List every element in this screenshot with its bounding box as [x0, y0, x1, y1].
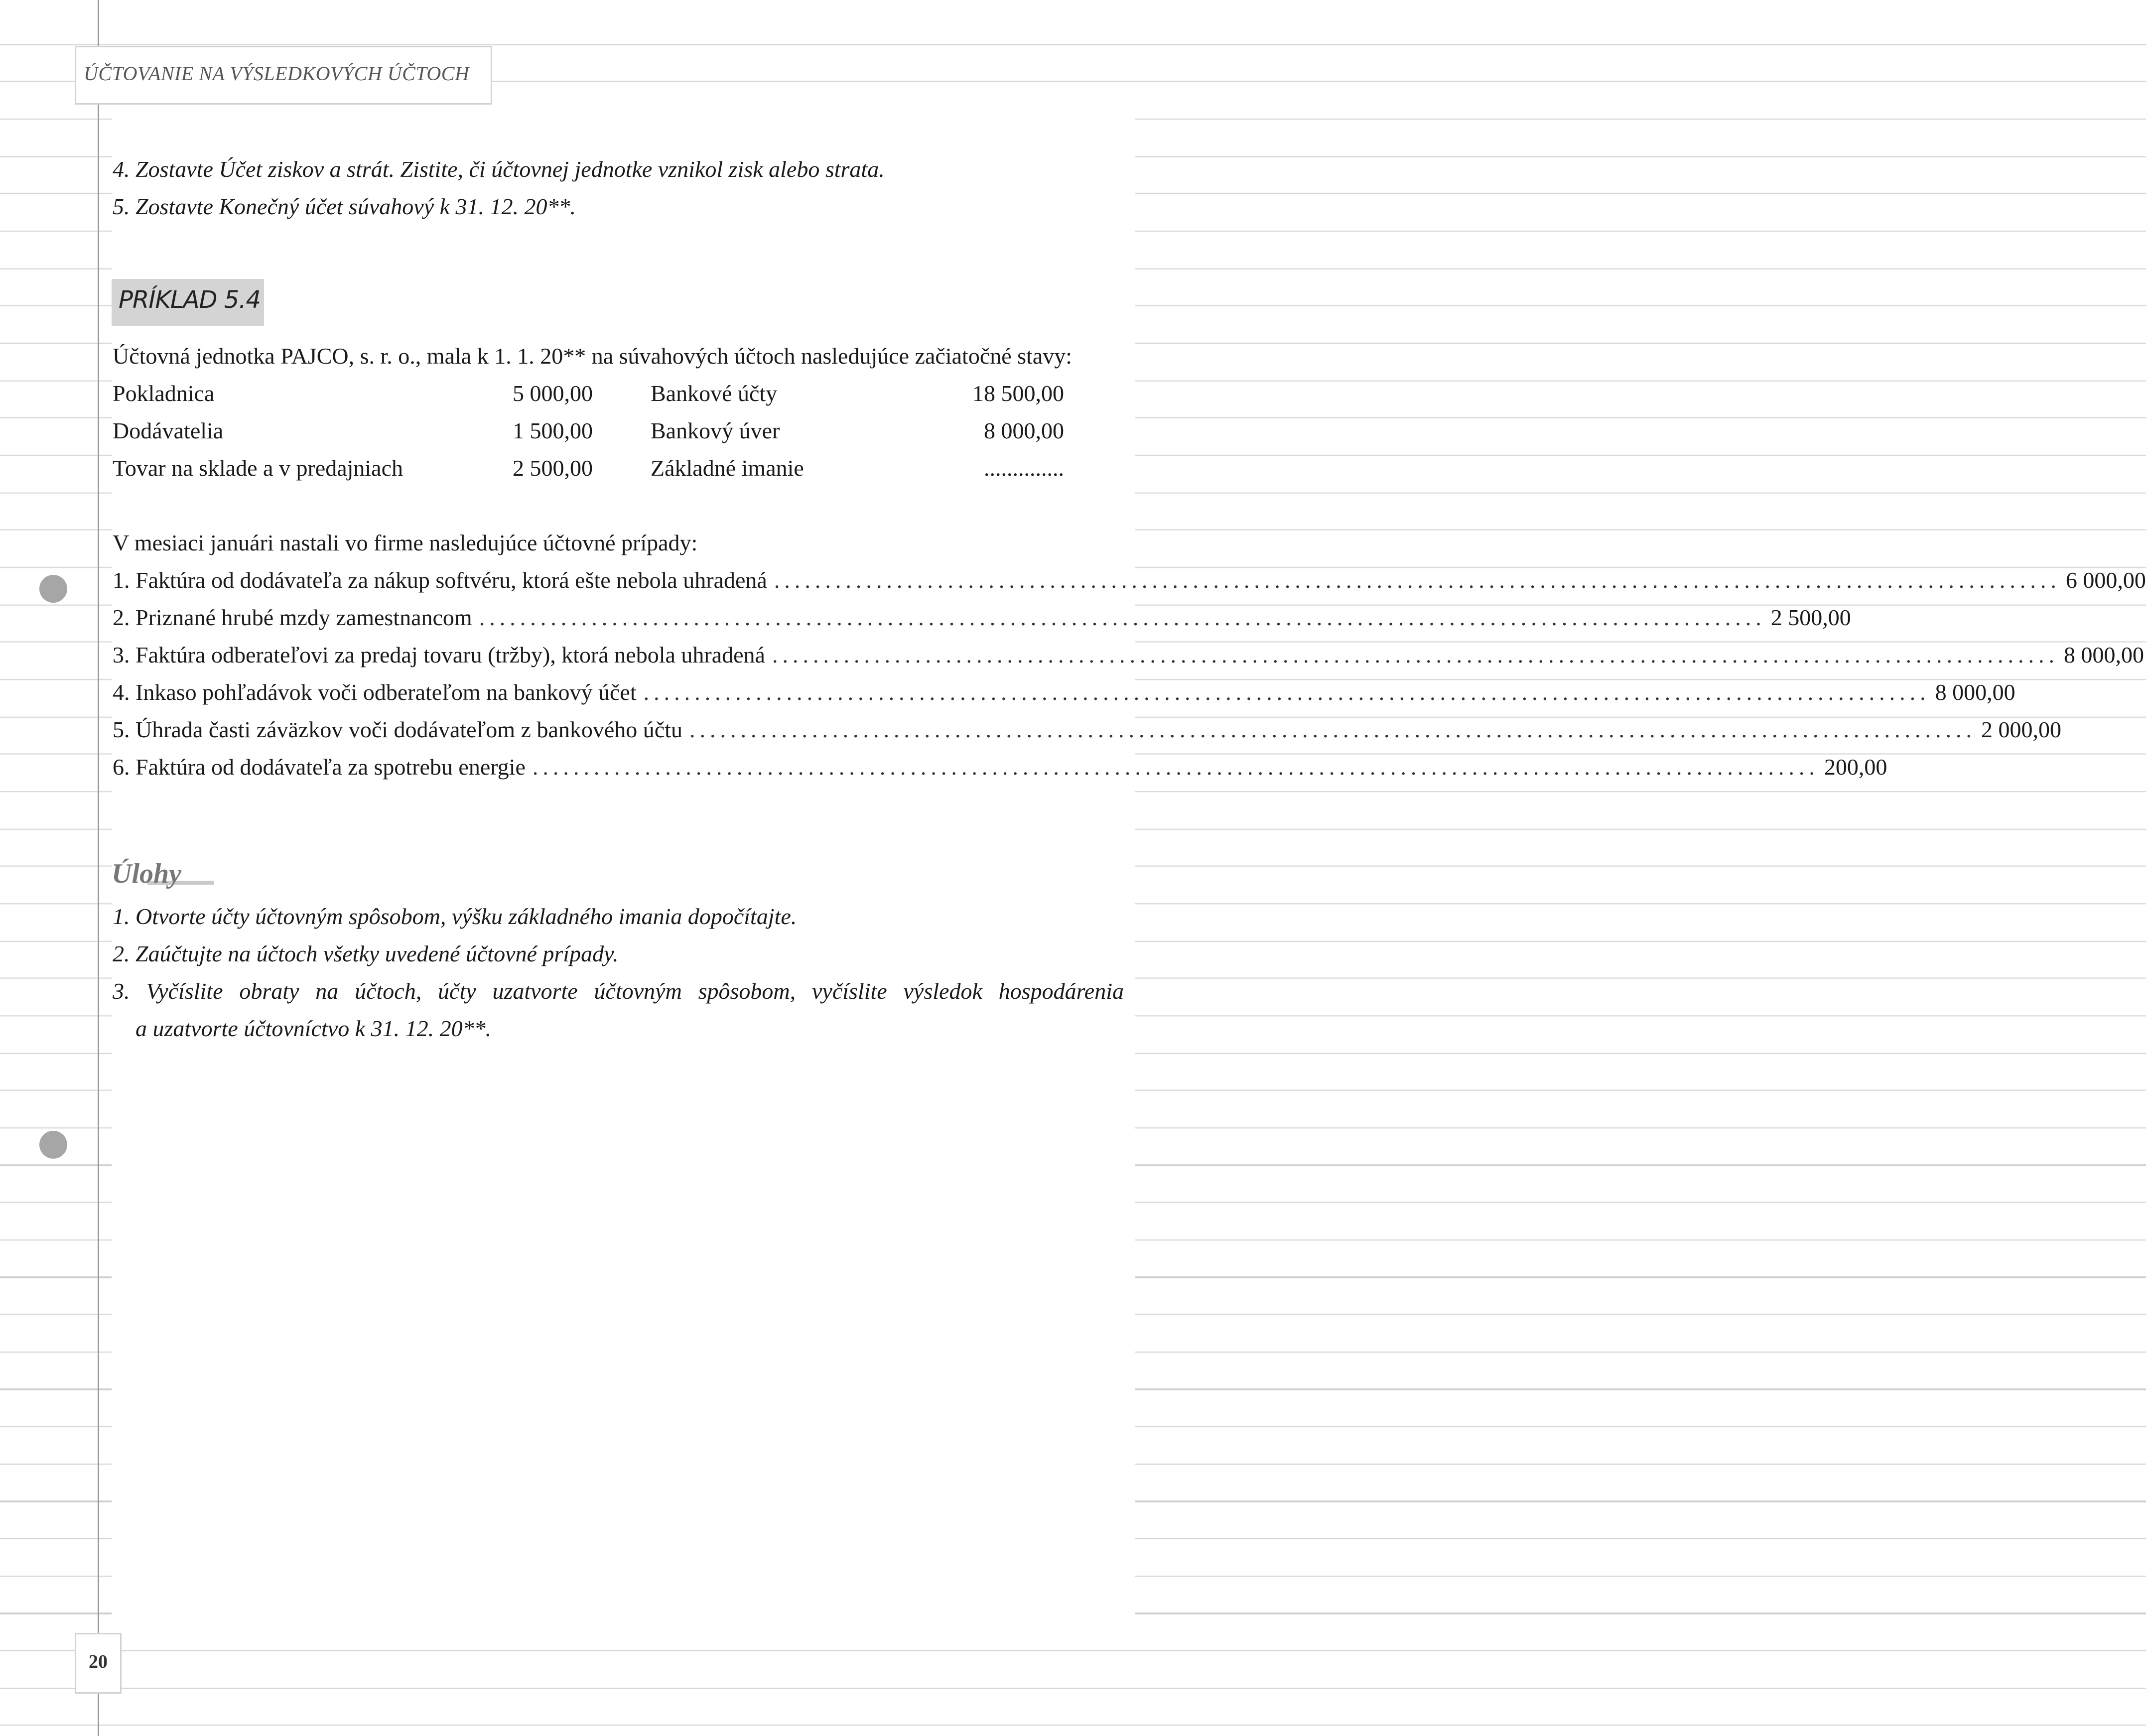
transaction-amount: 6 000,00	[2065, 567, 2146, 593]
intro-task-5: 5. Zostavte Konečný účet súvahový k 31. 12. 20**.	[113, 194, 576, 219]
balance-label: Bankové účty	[651, 381, 778, 406]
balance-row	[113, 416, 1109, 445]
balance-value: ..............	[984, 455, 1064, 481]
dot-leader: ..............................................................................................................................	[772, 642, 2059, 668]
transaction-text: 3. Faktúra odberateľovi za predaj tovaru (tržby), ktorá nebola uhradená	[113, 642, 765, 668]
transaction-text: 4. Inkaso pohľadávok voči odberateľom na bankový účet	[113, 679, 637, 705]
task-item-1: 1. Otvorte účty účtovným spôsobom, výšku základného imania dopočítajte.	[113, 904, 797, 929]
transaction-row	[113, 603, 1851, 632]
transaction-row	[113, 641, 2144, 669]
task-item-2: 2. Zaúčtujte na účtoch všetky uvedené účtovné prípady.	[113, 941, 619, 966]
example-intro: Účtovná jednotka PAJCO, s. r. o., mala k 1. 1. 20** na súvahových účtoch nasledujúce začiatočné stavy:	[113, 343, 1073, 369]
dot-leader: ..............................................................................................................................	[643, 679, 1930, 705]
task-item-3: 3. Vyčíslite obraty na účtoch, účty uzatvorte účtovným spôsobom, vyčíslite výsledok hospodárenia	[113, 978, 1124, 1004]
dot-leader: ..............................................................................................................................	[774, 567, 2061, 593]
punch-hole-top	[39, 575, 67, 603]
transaction-amount: 2 000,00	[1981, 717, 2061, 742]
transaction-amount: 8 000,00	[1935, 679, 2015, 705]
balance-row	[113, 454, 1109, 483]
transaction-row	[113, 753, 1887, 782]
balance-label: Základné imanie	[651, 455, 804, 481]
page-number: 20	[89, 1651, 108, 1672]
dot-leader: ..............................................................................................................................	[532, 754, 1819, 780]
task-item-3-continuation: a uzatvorte účtovníctvo k 31. 12. 20**.	[135, 1016, 492, 1041]
transaction-text: 1. Faktúra od dodávateľa za nákup softvéru, ktorá ešte nebola uhradená	[113, 567, 767, 593]
writing-area	[112, 106, 1135, 1615]
tasks-heading: Úlohy	[112, 858, 181, 889]
transaction-amount: 200,00	[1824, 754, 1887, 780]
balance-value: 5 000,00	[513, 381, 593, 406]
transactions-intro: V mesiaci januári nastali vo firme nasledujúce účtovné prípady:	[113, 530, 698, 555]
transaction-amount: 8 000,00	[2063, 642, 2144, 668]
transaction-row	[113, 715, 2061, 744]
dot-leader: ..............................................................................................................................	[689, 717, 1976, 742]
balance-label: Dodávatelia	[113, 418, 224, 443]
punch-hole-bottom	[39, 1131, 67, 1159]
transaction-text: 2. Priznané hrubé mzdy zamestnancom	[113, 605, 472, 630]
balance-value: 1 500,00	[513, 418, 593, 443]
transaction-text: 5. Úhrada časti záväzkov voči dodávateľom z bankového účtu	[113, 717, 682, 742]
example-title: PRÍKLAD 5.4	[119, 286, 261, 314]
dot-leader: ..............................................................................................................................	[479, 605, 1766, 630]
transaction-row	[113, 566, 2146, 595]
transaction-row	[113, 678, 2015, 707]
intro-task-4: 4. Zostavte Účet ziskov a strát. Zistite, či účtovnej jednotke vznikol zisk alebo strata.	[113, 156, 885, 182]
balance-row	[113, 379, 1109, 408]
margin-line	[98, 0, 99, 1736]
balance-value: 18 500,00	[972, 381, 1064, 406]
balance-label: Bankový úver	[651, 418, 780, 443]
chapter-title: ÚČTOVANIE NA VÝSLEDKOVÝCH ÚČTOCH	[84, 62, 470, 85]
transaction-text: 6. Faktúra od dodávateľa za spotrebu energie	[113, 754, 526, 780]
balance-label: Tovar na sklade a v predajniach	[113, 455, 403, 481]
balance-label: Pokladnica	[113, 381, 215, 406]
balance-value: 2 500,00	[513, 455, 593, 481]
balance-value: 8 000,00	[984, 418, 1064, 443]
transaction-amount: 2 500,00	[1770, 605, 1851, 630]
